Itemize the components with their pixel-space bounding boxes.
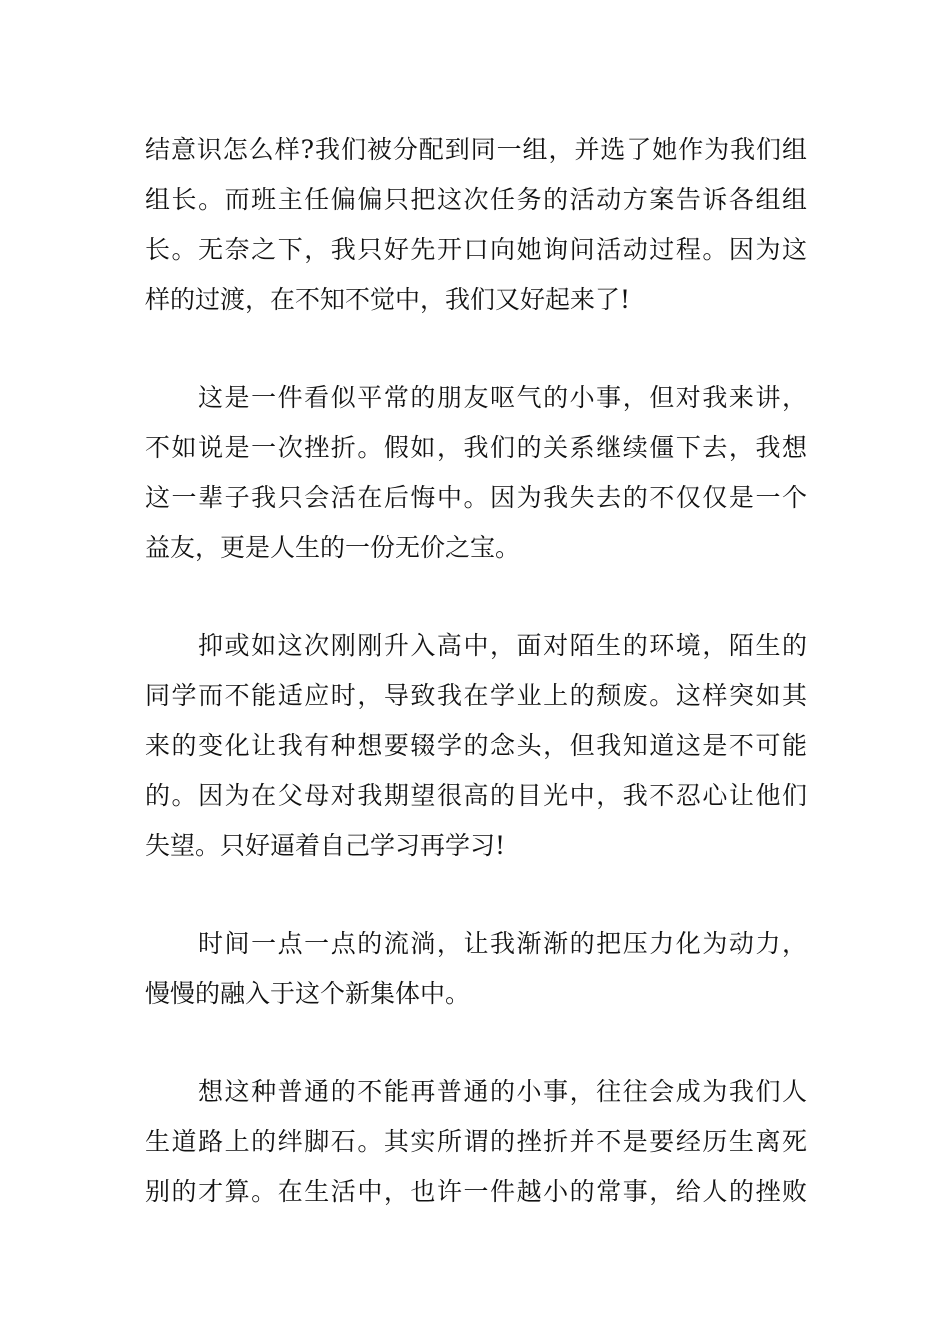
text-line: 别的才算。在生活中，也许一件越小的常事，给人的挫败	[145, 1177, 807, 1206]
text-line: 这一辈子我只会活在后悔中。因为我失去的不仅仅是一个	[145, 483, 807, 512]
text-line: 失望。只好逼着自己学习再学习!	[145, 831, 506, 860]
text-line: 抑或如这次刚刚升入高中，面对陌生的环境，陌生的	[198, 631, 807, 660]
text-line: 不如说是一次挫折。假如，我们的关系继续僵下去，我想	[145, 433, 807, 462]
text-line: 组长。而班主任偏偏只把这次任务的活动方案告诉各组组	[145, 185, 807, 214]
text-line: 来的变化让我有种想要辍学的念头，但我知道这是不可能	[145, 731, 807, 760]
text-line: 益友，更是人生的一份无价之宝。	[145, 533, 521, 562]
text-line: 慢慢的融入于这个新集体中。	[145, 979, 471, 1008]
text-line: 生道路上的绊脚石。其实所谓的挫折并不是要经历生离死	[145, 1127, 807, 1156]
text-line: 的。因为在父母对我期望很高的目光中，我不忍心让他们	[145, 781, 807, 810]
text-line: 样的过渡，在不知不觉中，我们又好起来了!	[145, 285, 631, 314]
text-line: 结意识怎么样?我们被分配到同一组，并选了她作为我们组	[145, 135, 807, 164]
text-line: 同学而不能适应时，导致我在学业上的颓废。这样突如其	[145, 681, 807, 710]
text-line: 这是一件看似平常的朋友呕气的小事，但对我来讲，	[198, 383, 807, 412]
text-line: 时间一点一点的流淌，让我渐渐的把压力化为动力，	[198, 929, 807, 958]
text-line: 长。无奈之下，我只好先开口向她询问活动过程。因为这	[145, 235, 807, 264]
text-line: 想这种普通的不能再普通的小事，往往会成为我们人	[198, 1077, 807, 1106]
